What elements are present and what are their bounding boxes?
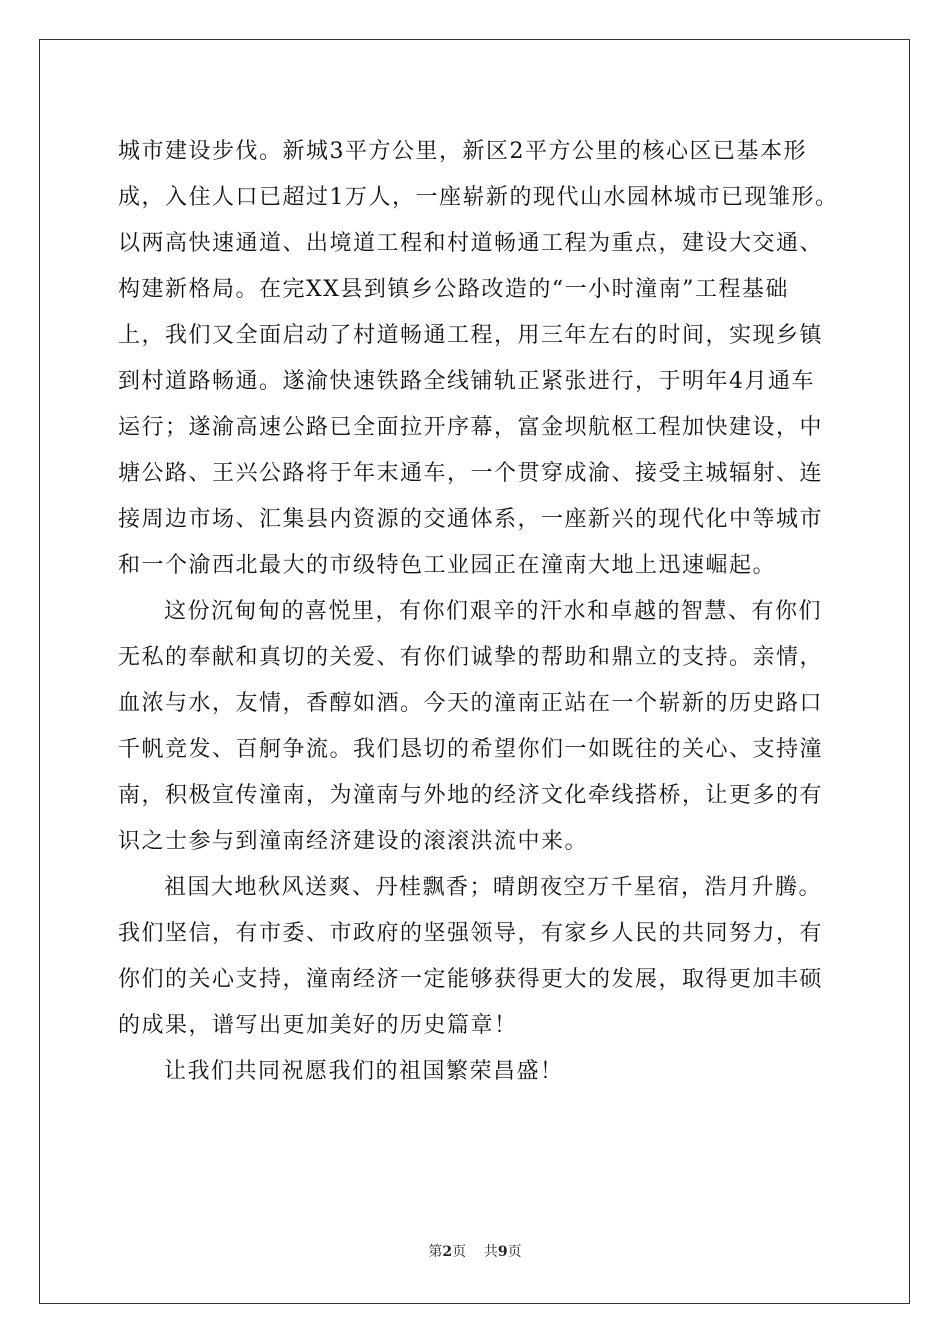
text-line: 上，我们又全面启动了村道畅通工程，用三年左右的时间，实现乡镇	[118, 323, 824, 348]
text-line: 我们坚信，有市委、市政府的坚强领导，有家乡人民的共同努力，有	[118, 921, 824, 946]
page-total-label	[484, 1244, 522, 1260]
text-line: 的成果，谱写出更加美好的历史篇章！	[118, 1013, 518, 1038]
total-suffix: 页	[507, 1244, 522, 1260]
text-line: 识之士参与到潼南经济建设的滚滚洪流中来。	[118, 829, 589, 854]
current-page-number: 2	[442, 1244, 453, 1260]
page-border	[39, 39, 910, 1304]
page-prefix: 第	[428, 1244, 443, 1260]
page-footer	[0, 1243, 950, 1261]
text-line: 和一个渝西北最大的市级特色工业园正在潼南大地上迅速崛起。	[118, 553, 777, 578]
total-page-number: 9	[497, 1244, 508, 1260]
text-line: 你们的关心支持，潼南经济一定能够获得更大的发展，取得更加丰硕	[118, 967, 824, 992]
paragraph-first-line: 祖国大地秋风送爽、丹桂飘香；晴朗夜空万千星宿，浩月升腾。	[164, 875, 823, 900]
text-line: 城市建设步伐。新城3平方公里，新区2平方公里的核心区已基本形	[118, 139, 807, 164]
paragraph-first-line: 这份沉甸甸的喜悦里，有你们艰辛的汗水和卓越的智慧、有你们	[164, 599, 823, 624]
text-line: 南，积极宣传潼南，为潼南与外地的经济文化牵线搭桥，让更多的有	[118, 783, 824, 808]
text-line: 无私的奉献和真切的关爱、有你们诚挚的帮助和鼎立的支持。亲情，	[118, 645, 824, 670]
text-line: 构建新格局。在完XX县到镇乡公路改造的“一小时潼南”工程基础	[118, 277, 789, 302]
paragraph-first-line: 让我们共同祝愿我们的祖国繁荣昌盛！	[164, 1059, 564, 1084]
text-line: 塘公路、王兴公路将于年末通车，一个贯穿成渝、接受主城辐射、连	[118, 461, 824, 486]
page-number-label	[428, 1244, 470, 1260]
text-line: 到村道路畅通。遂渝快速铁路全线铺轨正紧张进行，于明年4月通车	[118, 369, 815, 394]
page-suffix: 页	[452, 1244, 467, 1260]
text-line: 运行；遂渝高速公路已全面拉开序幕，富金坝航枢工程加快建设，中	[118, 415, 824, 440]
text-line: 成，入住人口已超过1万人，一座崭新的现代山水园林城市已现雏形。	[118, 185, 839, 210]
total-prefix: 共	[483, 1244, 498, 1260]
text-line: 接周边市场、汇集县内资源的交通体系，一座新兴的现代化中等城市	[118, 507, 824, 532]
text-line: 血浓与水，友情，香醇如酒。今天的潼南正站在一个崭新的历史路口	[118, 691, 824, 716]
text-line: 千帆竞发、百舸争流。我们恳切的希望你们一如既往的关心、支持潼	[118, 737, 824, 762]
text-line: 以两高快速通道、出境道工程和村道畅通工程为重点，建设大交通、	[118, 231, 824, 256]
